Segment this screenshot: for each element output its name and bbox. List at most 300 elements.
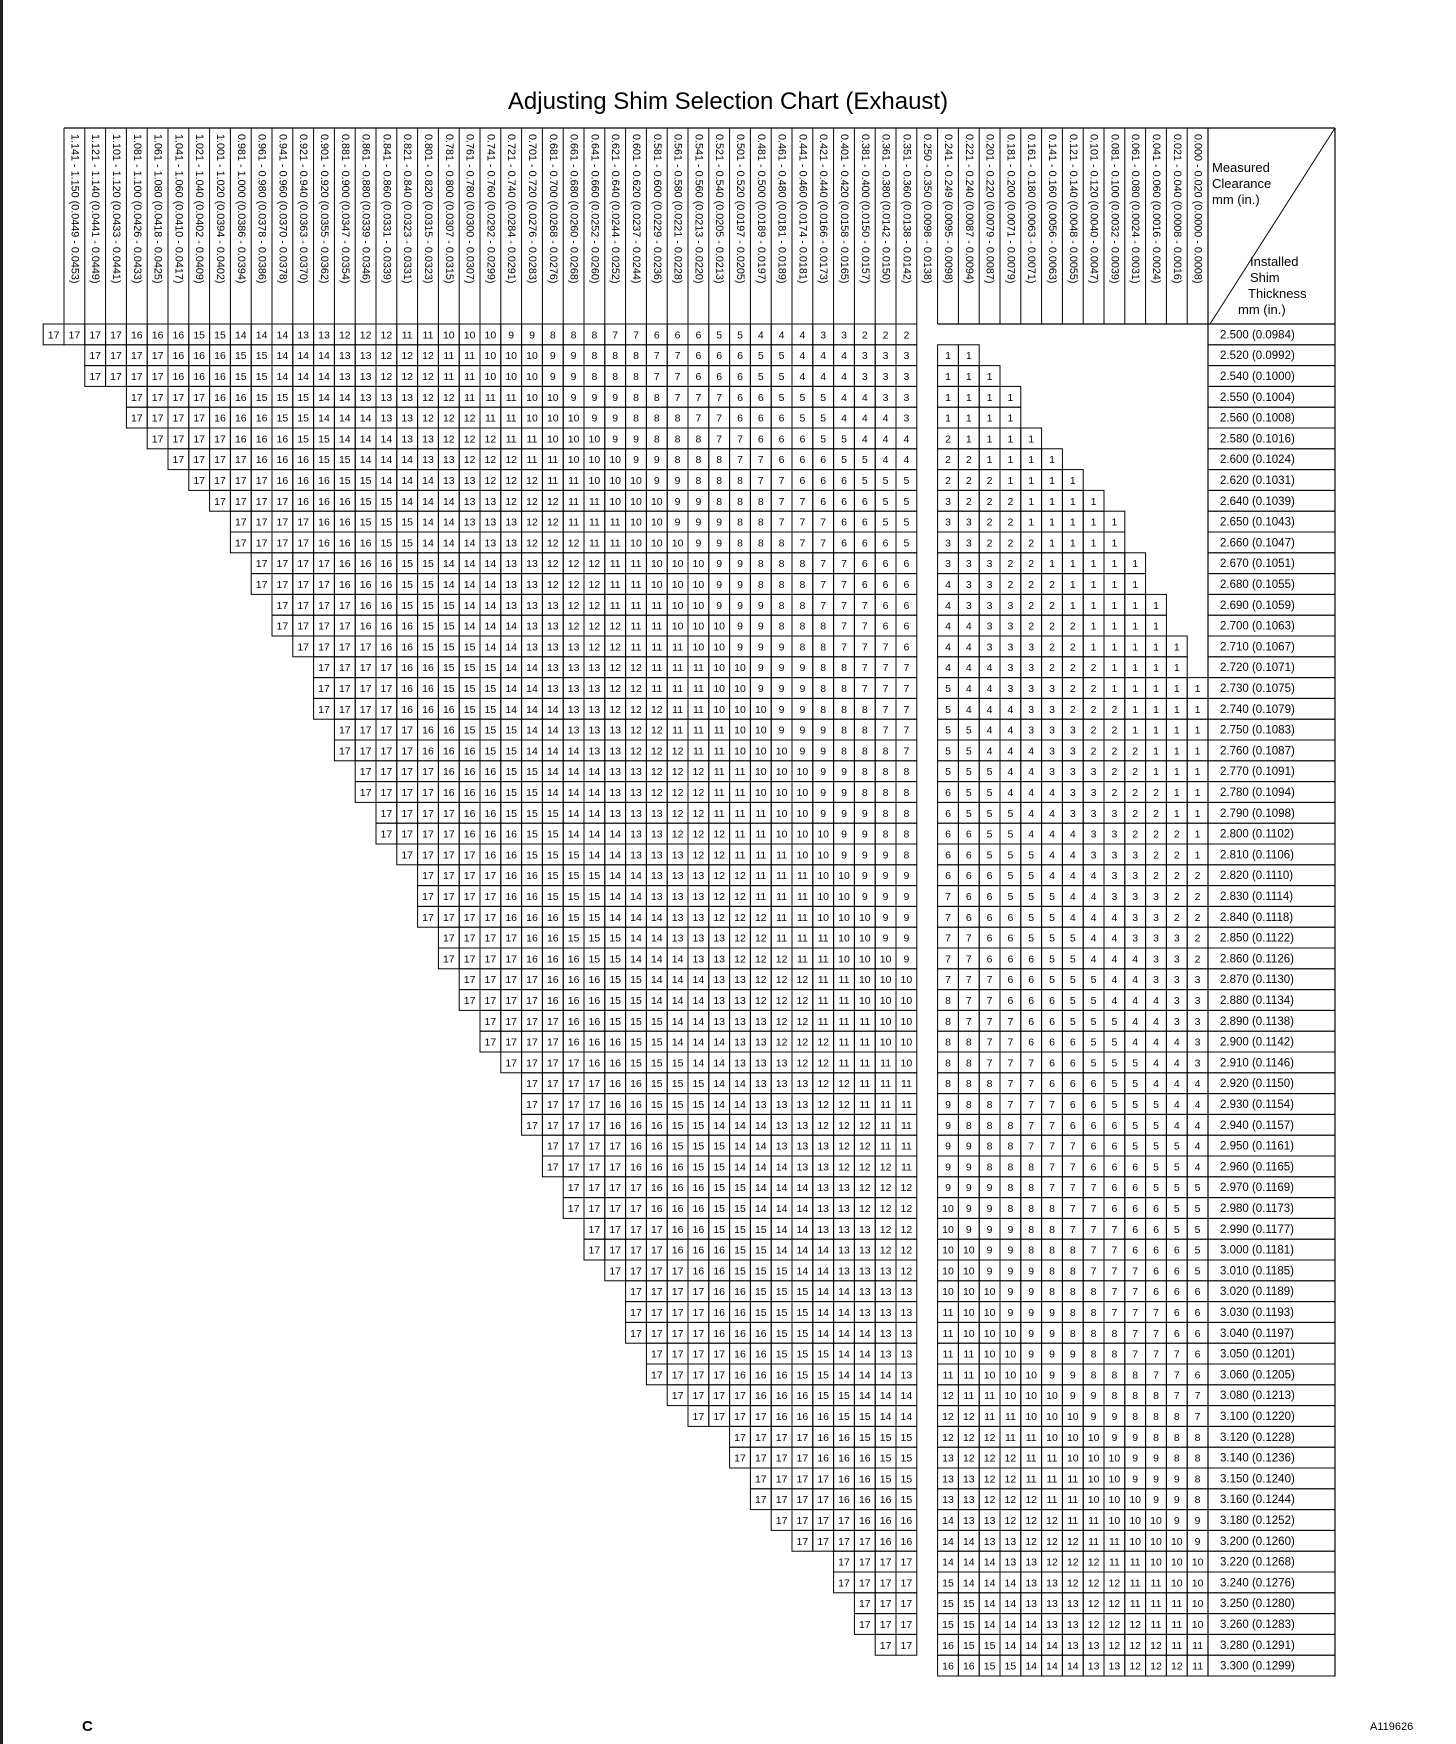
table-cell-value: 13 [338, 350, 351, 363]
table-cell-value: 1 [1173, 703, 1180, 716]
table-cell-value: 10 [1087, 1452, 1100, 1465]
table-cell-value: 13 [609, 724, 622, 737]
table-cell-value: 15 [630, 974, 642, 987]
table-cell-value: 16 [567, 1036, 580, 1049]
table-cell-value: 12 [734, 932, 746, 945]
thickness-label: 2.880 (0.1134) [1220, 995, 1294, 1007]
table-cell-value: 17 [692, 1411, 705, 1423]
table-cell-value: 12 [484, 454, 497, 467]
table-cell-value: 8 [965, 1099, 972, 1111]
table-cell-value: 11 [755, 870, 767, 883]
table-cell-value: 2 [1194, 870, 1201, 883]
table-cell-value: 10 [484, 371, 497, 383]
table-cell-value: 16 [234, 391, 247, 404]
table-cell-value: 7 [674, 350, 681, 363]
table-cell-value: 14 [567, 745, 580, 758]
table-cell-value: 16 [692, 1182, 705, 1195]
table-cell-value: 14 [442, 537, 455, 550]
table-cell-value: 17 [588, 1119, 601, 1132]
table-cell-value: 9 [1028, 1348, 1035, 1361]
table-cell-value: 9 [1153, 1452, 1159, 1465]
table-cell-value: 7 [861, 662, 868, 675]
table-cell-value: 11 [651, 641, 663, 654]
table-cell-value: 6 [757, 412, 764, 425]
table-cell-value: 12 [879, 1203, 892, 1215]
table-cell-value: 10 [526, 391, 538, 404]
table-cell-value: 7 [1069, 1140, 1076, 1153]
table-cell-value: 11 [609, 599, 621, 612]
table-cell-value: 4 [903, 454, 910, 467]
table-cell-value: 4 [1111, 932, 1118, 945]
table-cell-value: 11 [1004, 1431, 1016, 1444]
table-cell-value: 4 [1049, 849, 1055, 862]
table-cell-value: 14 [754, 1140, 767, 1153]
table-cell-value: 12 [442, 391, 455, 404]
table-cell-value: 14 [338, 433, 351, 446]
table-cell-value: 15 [942, 1577, 954, 1590]
table-cell-value: 7 [965, 995, 972, 1007]
table-cell-value: 1 [1090, 599, 1097, 612]
table-cell-value: 5 [903, 537, 910, 550]
table-cell-value: 7 [1111, 1244, 1118, 1257]
table-cell-value: 2 [882, 329, 889, 342]
table-cell-value: 8 [695, 433, 702, 446]
table-cell-value: 5 [1194, 1223, 1201, 1236]
table-cell-value: 10 [775, 787, 788, 799]
table-cell-value: 1 [1153, 724, 1159, 737]
table-cell-value: 5 [1069, 953, 1076, 966]
table-cell-value: 13 [858, 1307, 871, 1319]
table-cell-value: 11 [1192, 1660, 1204, 1673]
table-cell-value: 15 [567, 891, 580, 903]
table-cell-value: 4 [820, 371, 827, 383]
table-cell-value: 15 [318, 454, 330, 467]
table-cell-value: 12 [401, 371, 414, 383]
table-cell-value: 10 [838, 953, 850, 966]
table-cell-value: 15 [775, 1348, 788, 1361]
table-cell-value: 7 [841, 579, 847, 591]
table-cell-value: 3 [1069, 787, 1076, 799]
table-cell-value: 5 [1028, 849, 1035, 862]
table-cell-value: 17 [484, 870, 497, 883]
table-cell-value: 5 [820, 412, 827, 425]
table-cell-value: 5 [945, 703, 951, 716]
table-cell-value: 12 [858, 1119, 871, 1132]
table-cell-value: 13 [713, 953, 726, 966]
table-cell-value: 9 [841, 787, 847, 799]
table-cell-value: 16 [526, 891, 538, 903]
table-cell-value: 13 [422, 454, 434, 467]
table-cell-value: 5 [1049, 974, 1055, 987]
table-cell-value: 1 [1153, 683, 1159, 695]
table-cell-value: 16 [588, 974, 601, 987]
thickness-label: 2.860 (0.1126) [1220, 953, 1294, 966]
table-cell-value: 11 [776, 891, 788, 903]
table-cell-value: 9 [716, 558, 723, 571]
column-header-27: 0.601 - 0.620 (0.0237 - 0.0244) [630, 134, 642, 284]
thickness-label: 2.970 (0.1169) [1220, 1182, 1294, 1195]
table-cell-value: 7 [799, 495, 806, 508]
table-cell-value: 16 [962, 1660, 975, 1673]
table-cell-value: 7 [903, 683, 910, 695]
table-cell-value: 10 [713, 620, 726, 633]
table-cell-value: 13 [630, 807, 642, 820]
table-cell-value: 13 [484, 516, 497, 529]
table-cell-value: 6 [757, 391, 764, 404]
table-cell-value: 6 [882, 620, 889, 633]
table-cell-value: 16 [671, 1182, 684, 1195]
table-cell-value: 11 [630, 599, 642, 612]
table-cell-value: 11 [838, 1015, 850, 1028]
table-cell-value: 15 [817, 1369, 830, 1382]
thickness-label: 2.540 (0.1000) [1220, 371, 1295, 383]
table-cell-value: 3 [1153, 891, 1159, 903]
table-cell-value: 9 [612, 412, 619, 425]
table-cell-value: 1 [1153, 745, 1159, 758]
table-cell-value: 4 [965, 620, 972, 633]
table-cell-value: 13 [900, 1327, 913, 1340]
table-cell-value: 17 [318, 683, 330, 695]
table-cell-value: 5 [1028, 932, 1035, 945]
table-cell-value: 12 [463, 433, 476, 446]
table-cell-value: 16 [588, 995, 601, 1007]
table-cell-value: 2 [1007, 537, 1014, 550]
table-cell-value: 5 [986, 849, 993, 862]
table-cell-value: 12 [1129, 1639, 1142, 1652]
table-cell-value: 1 [1049, 558, 1055, 571]
table-cell-value: 16 [380, 558, 393, 571]
table-cell-value: 12 [1108, 1598, 1121, 1611]
table-cell-value: 6 [882, 537, 889, 550]
table-cell-value: 3 [1194, 1015, 1201, 1028]
table-cell-value: 9 [737, 620, 743, 633]
table-cell-value: 13 [1108, 1660, 1121, 1673]
table-cell-value: 13 [630, 766, 642, 779]
table-cell-value: 16 [754, 1348, 767, 1361]
table-cell-value: 12 [671, 828, 684, 841]
table-cell-value: 14 [754, 1161, 767, 1174]
table-cell-value: 16 [692, 1265, 705, 1278]
table-cell-value: 1 [986, 391, 993, 404]
table-cell-value: 11 [838, 1036, 850, 1049]
table-cell-value: 1 [1111, 683, 1118, 695]
table-cell-value: 14 [297, 350, 310, 363]
table-cell-value: 13 [567, 683, 580, 695]
table-cell-value: 1 [965, 433, 972, 446]
table-cell-value: 11 [900, 1119, 912, 1132]
table-cell-value: 13 [630, 787, 642, 799]
table-cell-value: 17 [713, 1411, 726, 1423]
table-cell-value: 1 [1132, 620, 1139, 633]
table-cell-value: 13 [588, 724, 601, 737]
table-cell-value: 14 [817, 1327, 830, 1340]
table-cell-value: 14 [318, 371, 330, 383]
table-cell-value: 6 [799, 454, 806, 467]
table-cell-value: 3 [1173, 953, 1180, 966]
table-cell-value: 8 [799, 579, 806, 591]
table-cell-value: 13 [879, 1348, 892, 1361]
table-cell-value: 4 [945, 641, 951, 654]
table-cell-value: 8 [1153, 1431, 1159, 1444]
table-cell-value: 11 [880, 1140, 892, 1153]
table-cell-value: 9 [1132, 1473, 1139, 1486]
table-cell-value: 17 [858, 1556, 871, 1569]
table-cell-value: 11 [1150, 1619, 1162, 1631]
column-header-48: 1.021 - 1.040 (0.0402 - 0.0409) [193, 134, 206, 284]
table-cell-value: 10 [671, 599, 684, 612]
table-cell-value: 13 [671, 932, 684, 945]
table-cell-value: 11 [838, 1057, 850, 1070]
table-cell-value: 11 [568, 495, 580, 508]
table-cell-value: 16 [214, 350, 226, 363]
table-cell-value: 5 [716, 329, 723, 342]
table-cell-value: 16 [754, 1369, 767, 1382]
table-cell-value: 14 [858, 1348, 871, 1361]
table-cell-value: 5 [1069, 932, 1076, 945]
table-cell-value: 14 [650, 932, 663, 945]
table-cell-value: 7 [653, 371, 660, 383]
table-cell-value: 13 [796, 1099, 809, 1111]
table-cell-value: 13 [858, 1223, 871, 1236]
table-cell-value: 17 [546, 1078, 559, 1091]
table-cell-value: 12 [983, 1452, 996, 1465]
table-cell-value: 2 [1173, 828, 1180, 841]
table-cell-value: 12 [858, 1203, 871, 1215]
table-cell-value: 11 [588, 537, 600, 550]
table-cell-value: 11 [859, 1099, 871, 1111]
table-cell-value: 5 [1132, 1057, 1139, 1070]
table-cell-value: 12 [817, 1057, 830, 1070]
table-cell-value: 11 [776, 932, 788, 945]
table-cell-value: 11 [609, 579, 621, 591]
table-cell-value: 13 [1066, 1619, 1079, 1631]
table-cell-value: 5 [903, 495, 910, 508]
table-cell-value: 2 [1007, 558, 1014, 571]
table-cell-value: 10 [1150, 1515, 1162, 1527]
table-cell-value: 1 [1132, 558, 1139, 571]
table-cell-value: 9 [1028, 1265, 1035, 1278]
table-cell-value: 1 [1069, 475, 1076, 487]
table-cell-value: 12 [1108, 1577, 1121, 1590]
table-cell-value: 15 [401, 537, 414, 550]
table-cell-value: 3 [986, 558, 993, 571]
table-cell-value: 17 [650, 1244, 663, 1257]
table-cell-value: 12 [546, 537, 559, 550]
table-cell-value: 5 [986, 828, 993, 841]
table-cell-value: 14 [775, 1223, 788, 1236]
table-cell-value: 4 [903, 433, 910, 446]
table-cell-value: 16 [567, 974, 580, 987]
table-cell-value: 13 [1025, 1577, 1038, 1590]
table-cell-value: 7 [1069, 1223, 1076, 1236]
column-header-9: 0.181 - 0.200 (0.0071 - 0.0079) [1004, 134, 1017, 284]
table-cell-value: 5 [1007, 828, 1014, 841]
table-cell-value: 6 [695, 350, 702, 363]
table-cell-value: 1 [1132, 662, 1139, 675]
table-cell-value: 1 [986, 412, 993, 425]
table-cell-value: 10 [879, 1015, 892, 1028]
table-cell-value: 12 [983, 1494, 996, 1507]
table-cell-value: 5 [1111, 1078, 1118, 1091]
table-cell-value: 17 [900, 1577, 913, 1590]
table-cell-value: 15 [609, 953, 622, 966]
table-cell-value: 5 [903, 516, 910, 529]
table-cell-value: 6 [820, 454, 827, 467]
table-cell-value: 13 [359, 391, 372, 404]
table-cell-value: 10 [588, 454, 601, 467]
table-cell-value: 16 [255, 433, 268, 446]
table-cell-value: 14 [422, 516, 434, 529]
table-cell-value: 17 [630, 1307, 642, 1319]
table-cell-value: 6 [882, 579, 889, 591]
table-cell-value: 5 [882, 516, 889, 529]
table-cell-value: 17 [276, 495, 289, 508]
table-cell-value: 10 [1170, 1556, 1183, 1569]
table-cell-value: 11 [796, 932, 808, 945]
table-cell-value: 14 [567, 787, 580, 799]
table-cell-value: 10 [1129, 1494, 1142, 1507]
table-cell-value: 10 [983, 1369, 996, 1382]
table-cell-value: 14 [630, 911, 642, 924]
table-cell-value: 5 [1153, 1182, 1159, 1195]
table-cell-value: 17 [817, 1535, 830, 1548]
table-cell-value: 1 [1111, 662, 1118, 675]
table-cell-value: 12 [442, 412, 455, 425]
table-cell-value: 4 [1007, 745, 1014, 758]
table-cell-value: 12 [422, 391, 434, 404]
table-cell-value: 4 [1194, 1161, 1201, 1174]
table-cell-value: 10 [1046, 1431, 1058, 1444]
table-cell-value: 1 [945, 371, 951, 383]
table-cell-value: 4 [1049, 807, 1055, 820]
table-cell-value: 14 [1004, 1577, 1017, 1590]
table-cell-value: 2 [1153, 828, 1159, 841]
table-cell-value: 5 [1173, 1182, 1180, 1195]
table-cell-value: 6 [1090, 1161, 1097, 1174]
table-cell-value: 16 [422, 662, 434, 675]
table-cell-value: 6 [1069, 1036, 1076, 1049]
table-cell-value: 8 [716, 475, 723, 487]
table-cell-value: 17 [505, 1015, 518, 1028]
table-cell-value: 4 [882, 412, 889, 425]
table-cell-value: 9 [986, 1223, 993, 1236]
table-cell-value: 16 [879, 1535, 892, 1548]
table-cell-value: 14 [962, 1535, 975, 1548]
table-cell-value: 14 [484, 579, 497, 591]
table-cell-value: 7 [1132, 1307, 1139, 1319]
table-cell-value: 17 [110, 329, 122, 342]
table-cell-value: 1 [1173, 787, 1180, 799]
table-cell-value: 9 [799, 703, 806, 716]
table-cell-value: 10 [754, 766, 767, 779]
table-cell-value: 13 [754, 1036, 767, 1049]
table-cell-value: 8 [1049, 1265, 1055, 1278]
table-cell-value: 16 [214, 412, 226, 425]
table-cell-value: 14 [276, 350, 289, 363]
table-cell-value: 11 [547, 475, 559, 487]
table-cell-value: 12 [567, 537, 580, 550]
table-cell-value: 15 [796, 1348, 809, 1361]
table-cell-value: 14 [567, 828, 580, 841]
table-cell-value: 15 [484, 724, 497, 737]
column-header-40: 0.861 - 0.880 (0.0339 - 0.0346) [359, 134, 372, 284]
table-cell-value: 12 [546, 516, 559, 529]
table-cell-value: 5 [1132, 1078, 1139, 1091]
table-cell-value: 13 [838, 1244, 850, 1257]
table-cell-value: 9 [778, 662, 785, 675]
table-cell-value: 1 [986, 433, 993, 446]
table-cell-value: 11 [1150, 1598, 1162, 1611]
table-cell-value: 17 [422, 828, 434, 841]
table-cell-value: 17 [650, 1265, 663, 1278]
table-cell-value: 6 [945, 849, 951, 862]
table-cell-value: 1 [1007, 454, 1014, 467]
table-cell-value: 17 [297, 558, 310, 571]
table-cell-value: 14 [422, 495, 434, 508]
column-header-5: 0.101 - 0.120 (0.0040 - 0.0047) [1087, 134, 1100, 284]
table-cell-value: 14 [671, 995, 684, 1007]
table-cell-value: 14 [671, 953, 684, 966]
thickness-label: 2.940 (0.1157) [1220, 1119, 1294, 1132]
table-cell-value: 10 [754, 724, 767, 737]
table-cell-value: 16 [630, 1078, 642, 1091]
table-cell-value: 14 [588, 787, 601, 799]
table-cell-value: 7 [778, 475, 785, 487]
table-cell-value: 6 [903, 620, 910, 633]
table-cell-value: 4 [1153, 1036, 1159, 1049]
thickness-label: 3.060 (0.1205) [1220, 1369, 1295, 1382]
table-cell-value: 16 [401, 641, 414, 654]
table-cell-value: 2 [1194, 911, 1201, 924]
table-cell-value: 12 [630, 724, 642, 737]
table-cell-value: 8 [841, 745, 847, 758]
table-cell-value: 2 [1069, 620, 1076, 633]
table-cell-value: 10 [858, 932, 871, 945]
table-cell-value: 13 [567, 641, 580, 654]
table-cell-value: 7 [841, 620, 847, 633]
table-cell-value: 14 [442, 495, 455, 508]
table-cell-value: 16 [297, 454, 310, 467]
table-cell-value: 10 [567, 454, 580, 467]
table-cell-value: 2 [1049, 620, 1055, 633]
table-cell-value: 17 [401, 828, 414, 841]
table-cell-value: 10 [630, 495, 642, 508]
table-cell-value: 13 [942, 1452, 954, 1465]
table-cell-value: 10 [1108, 1473, 1121, 1486]
table-cell-value: 3 [1194, 974, 1201, 987]
table-cell-value: 12 [484, 433, 497, 446]
table-cell-value: 3 [841, 329, 847, 342]
column-header-45: 0.961 - 0.980 (0.0378 - 0.0386) [255, 134, 268, 284]
table-cell-value: 15 [630, 995, 642, 1007]
table-cell-value: 12 [775, 974, 788, 987]
table-cell-value: 10 [1087, 1431, 1100, 1444]
table-cell-value: 9 [1173, 1473, 1180, 1486]
column-header-38: 0.821 - 0.840 (0.0323 - 0.0331) [401, 134, 414, 284]
table-cell-value: 6 [965, 828, 972, 841]
table-cell-value: 17 [879, 1598, 892, 1611]
table-cell-value: 13 [671, 849, 684, 862]
table-cell-value: 14 [775, 1203, 788, 1215]
table-cell-value: 3 [1090, 849, 1097, 862]
table-cell-value: 6 [1069, 1057, 1076, 1070]
table-cell-value: 17 [775, 1452, 788, 1465]
table-cell-value: 1 [1153, 662, 1159, 675]
table-cell-value: 17 [838, 1577, 850, 1590]
table-cell-value: 13 [442, 454, 455, 467]
column-header-10: 0.201 - 0.220 (0.0079 - 0.0087) [983, 134, 996, 284]
table-cell-value: 2 [1069, 703, 1076, 716]
